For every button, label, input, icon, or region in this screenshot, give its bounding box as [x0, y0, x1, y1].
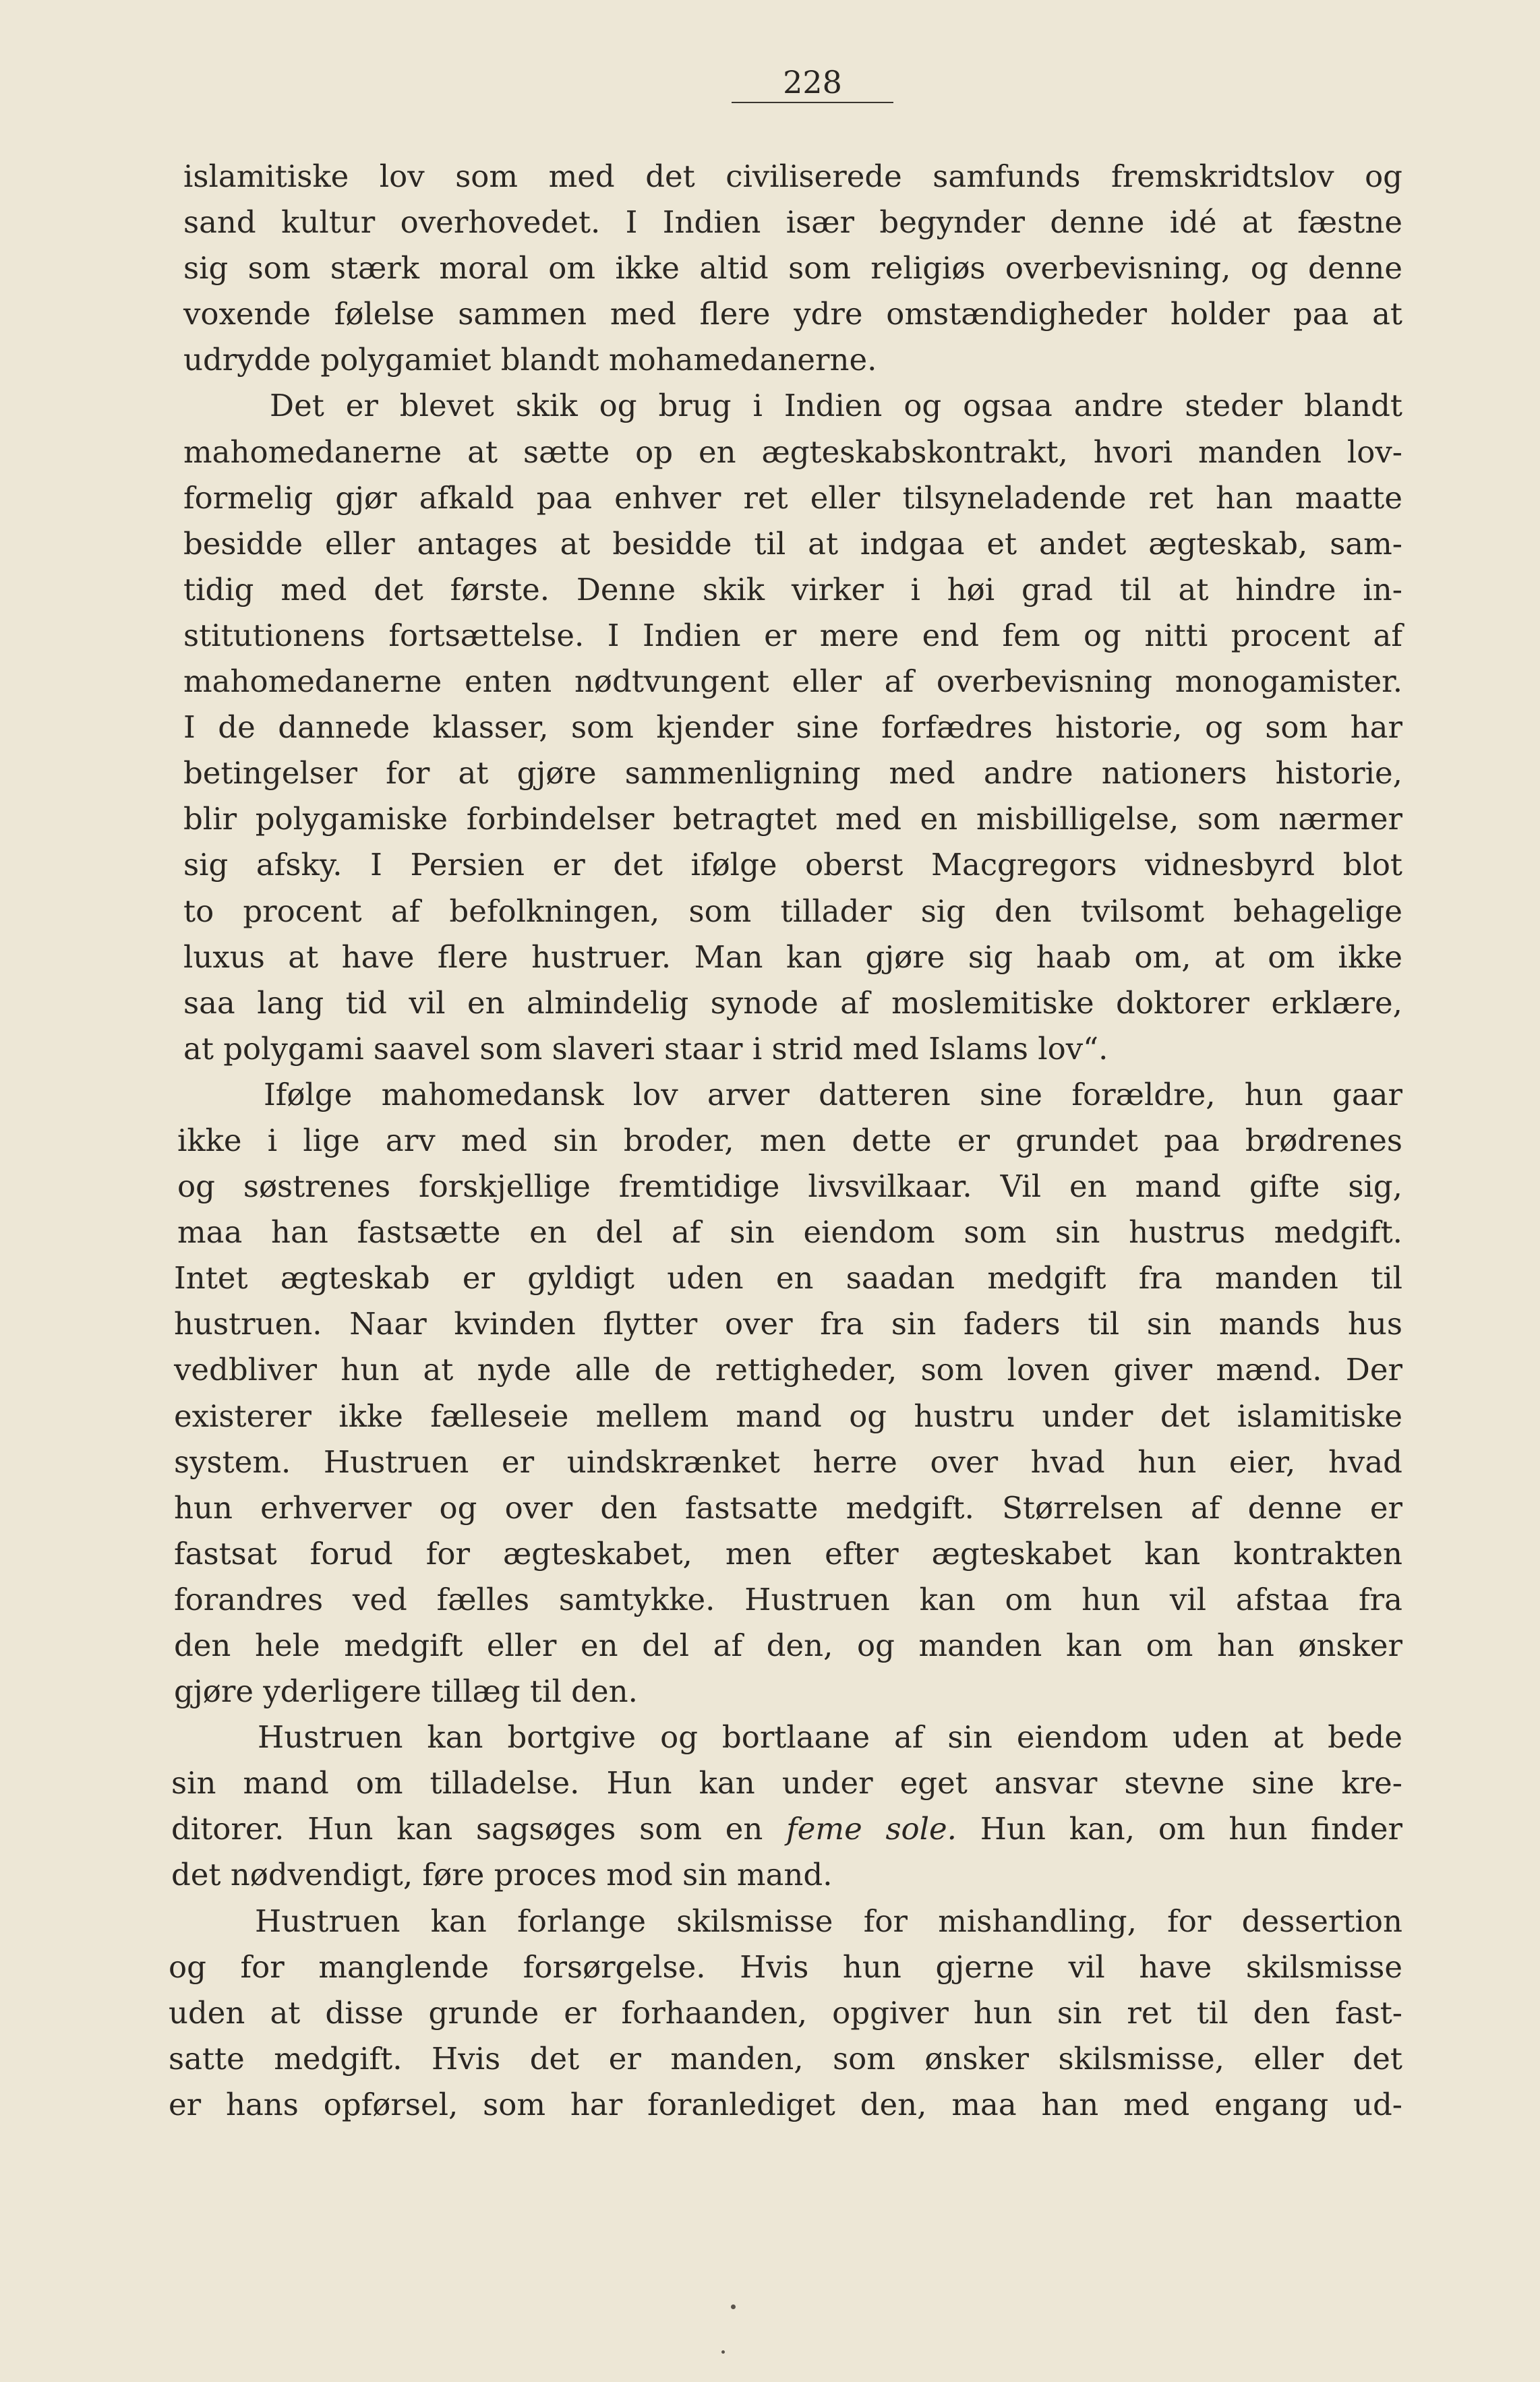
- ink-speck: [721, 2350, 725, 2354]
- text-line: saa lang tid vil en almindelig synode af moslemitiske doktorer erklære,: [183, 984, 1402, 1021]
- page-number: 228: [732, 64, 893, 103]
- text-line: udrydde polygamiet blandt mohamedanerne.: [183, 342, 877, 378]
- italic-phrase: feme sole.: [786, 1811, 957, 1847]
- text-line: betingelser for at gjøre sammenligning med andre nationers historie,: [183, 755, 1402, 792]
- text-segment: Hun kan, om hun finder: [956, 1811, 1403, 1847]
- text-line: hustruen. Naar kvinden flytter over fra sin faders til sin mands hus: [174, 1306, 1402, 1342]
- text-line: sand kultur overhovedet. I Indien især begynder denne idé at fæstne: [183, 204, 1402, 241]
- text-line: vedbliver hun at nyde alle de rettigheder, som loven giver mænd. Der: [174, 1352, 1402, 1388]
- text-line: sig som stærk moral om ikke altid som religiøs overbevisning, og denne: [183, 250, 1402, 287]
- text-line: blir polygamiske forbindelser betragtet med en misbilligelse, som nærmer: [183, 801, 1402, 837]
- text-line: det nødvendigt, føre proces mod sin mand.: [171, 1857, 833, 1893]
- text-line-with-italic: [171, 1806, 1402, 1852]
- text-line: fastsat forud for ægteskabet, men efter ægteskabet kan kontrakten: [174, 1535, 1402, 1572]
- body-text: [169, 154, 1403, 2128]
- text-line: uden at disse grunde er forhaanden, opgiver hun sin ret til den fast-: [169, 1994, 1402, 2031]
- text-line: tidig med det første. Denne skik virker i høi grad til at hindre in-: [183, 571, 1402, 607]
- text-line: hun erhverver og over den fastsatte medgift. Størrelsen af denne er: [174, 1489, 1402, 1526]
- text-line: besidde eller antages at besidde til at indgaa et andet ægteskab, sam-: [183, 525, 1402, 562]
- text-line: mahomedanerne enten nødtvungent eller af overbevisning monogamister.: [183, 663, 1402, 700]
- text-line: mahomedanerne at sætte op en ægteskabskontrakt, hvori manden lov-: [183, 434, 1402, 470]
- text-line: formelig gjør afkald paa enhver ret eller tilsyneladende ret han maatte: [183, 479, 1402, 516]
- text-line: maa han fastsætte en del af sin eiendom som sin hustrus medgift.: [177, 1214, 1402, 1251]
- text-line: voxende følelse sammen med flere ydre omstændigheder holder paa at: [183, 296, 1402, 332]
- paragraph-start-line: Det er blevet skik og brug i Indien og ogsaa andre steder blandt: [270, 388, 1402, 424]
- text-line: luxus at have flere hustruer. Man kan gjøre sig haab om, at om ikke: [183, 939, 1402, 975]
- text-line: og for manglende forsørgelse. Hvis hun gjerne vil have skilsmisse: [169, 1948, 1402, 1985]
- text-line: er hans opførsel, som har foranlediget den, maa han med engang ud-: [169, 2086, 1402, 2122]
- text-line: I de dannede klasser, som kjender sine forfædres historie, og som har: [183, 709, 1402, 746]
- text-segment: ditorer. Hun kan sagsøges som en: [171, 1811, 787, 1847]
- text-line: ikke i lige arv med sin broder, men dette er grundet paa brødrenes: [177, 1122, 1402, 1158]
- text-line: to procent af befolkningen, som tillader sig den tvilsomt behagelige: [183, 893, 1402, 929]
- text-line: existerer ikke fælleseie mellem mand og hustru under det islamitiske: [174, 1398, 1402, 1434]
- text-line: system. Hustruen er uindskrænket herre over hvad hun eier, hvad: [174, 1443, 1402, 1480]
- text-line: gjøre yderligere tillæg til den.: [174, 1673, 638, 1710]
- ink-speck: [731, 2304, 736, 2309]
- text-line: islamitiske lov som med det civiliserede samfunds fremskridtslov og: [183, 158, 1402, 194]
- text-line: forandres ved fælles samtykke. Hustruen kan om hun vil afstaa fra: [174, 1581, 1402, 1617]
- text-line: at polygami saavel som slaveri staar i strid med Islams lov“.: [183, 1030, 1108, 1067]
- paragraph-start-line: Ifølge mahomedansk lov arver datteren sine forældre, hun gaar: [264, 1076, 1402, 1112]
- text-line: sig afsky. I Persien er det ifølge oberst Macgregors vidnesbyrd blot: [183, 847, 1402, 883]
- text-line: sin mand om tilladelse. Hun kan under eget ansvar stevne sine kre-: [171, 1765, 1402, 1802]
- text-line: satte medgift. Hvis det er manden, som ønsker skilsmisse, eller det: [169, 2040, 1402, 2077]
- text-line: og søstrenes forskjellige fremtidige livsvilkaar. Vil en mand gifte sig,: [177, 1168, 1402, 1205]
- text-line: stitutionens fortsættelse. I Indien er mere end fem og nitti procent af: [183, 617, 1402, 653]
- paragraph-start-line: Hustruen kan bortgive og bortlaane af sin eiendom uden at bede: [258, 1719, 1402, 1756]
- paragraph-start-line: Hustruen kan forlange skilsmisse for mishandling, for dessertion: [255, 1903, 1402, 1939]
- text-line: Intet ægteskab er gyldigt uden en saadan medgift fra manden til: [174, 1260, 1402, 1297]
- text-line: den hele medgift eller en del af den, og manden kan om han ønsker: [174, 1628, 1402, 1663]
